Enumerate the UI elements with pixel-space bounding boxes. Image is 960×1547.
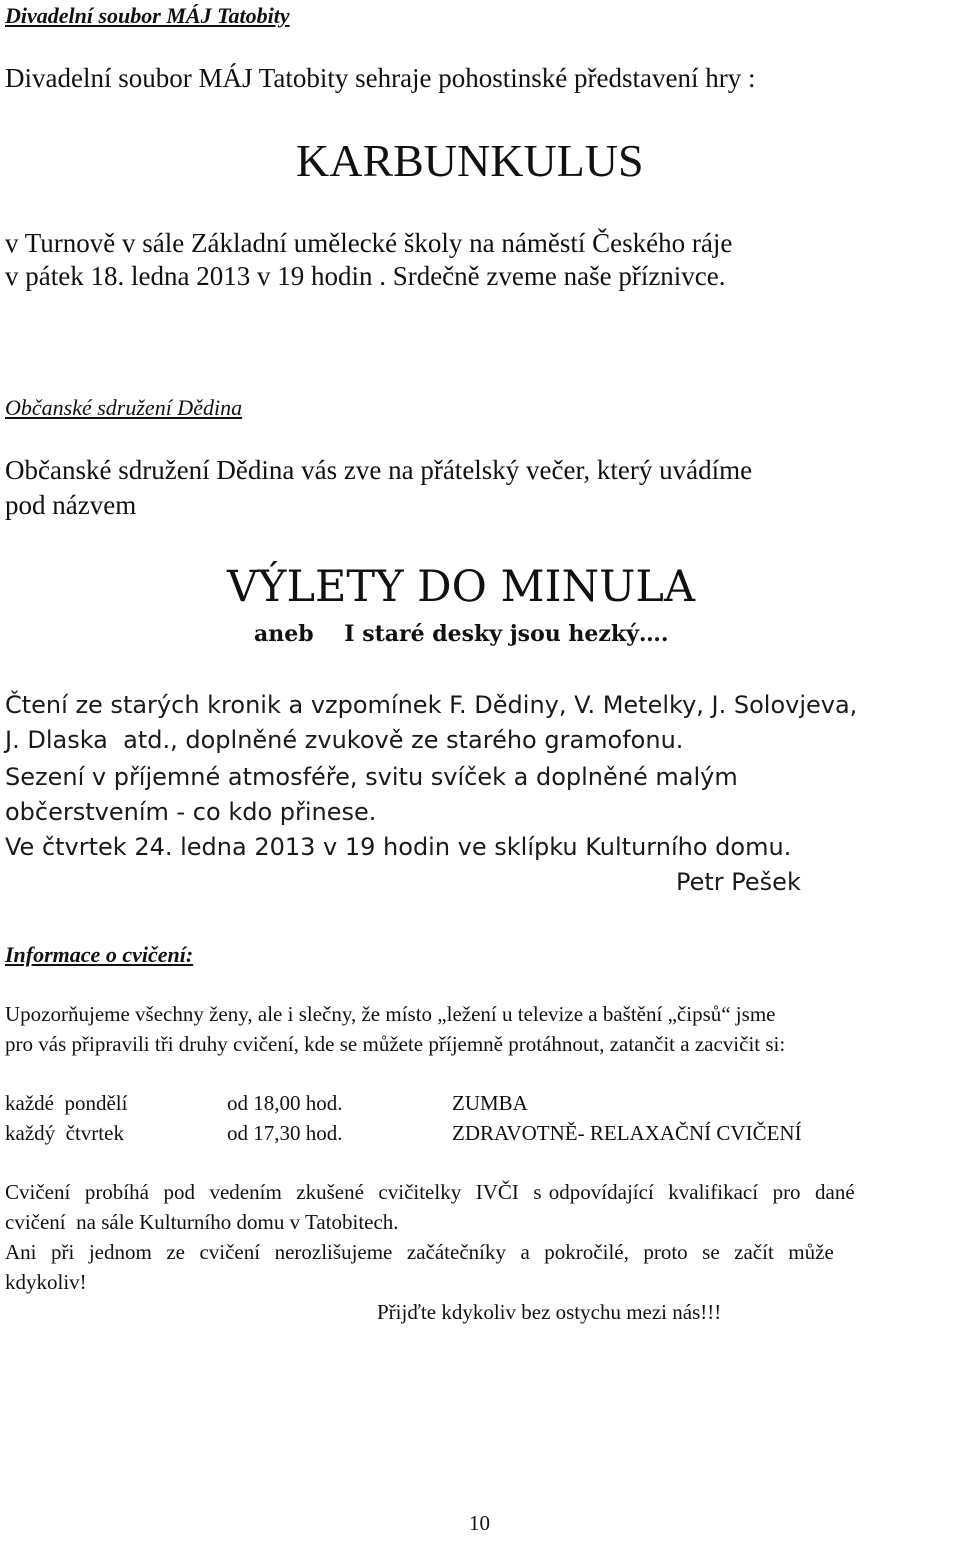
association-intro-line2: pod názvem — [5, 490, 137, 520]
exercise-para3-line2: kdykoliv! — [5, 1270, 87, 1294]
event-line: Čtení ze starých kronik a vzpomínek F. Dědiny, V. Metelky, J. Solovjeva, — [5, 691, 858, 719]
schedule-day: každé pondělí — [5, 1091, 128, 1115]
schedule-time: od 17,30 hod. — [227, 1121, 343, 1145]
section-heading-theatre: Divadelní soubor MÁJ Tatobity — [5, 3, 290, 28]
page-number: 10 — [469, 1511, 490, 1535]
play-title: KARBUNKULUS — [296, 135, 644, 186]
exercise-closing: Přijďte kdykoliv bez ostychu mezi nás!!! — [377, 1300, 722, 1324]
schedule-time: od 18,00 hod. — [227, 1091, 343, 1115]
event-line: občerstvením - co kdo přinese. — [5, 798, 377, 826]
exercise-para2-line1: Cvičení probíhá pod vedením zkušené cvičitelky IVČI s odpovídající kvalifikací pro dané — [5, 1180, 855, 1204]
theatre-venue-line: v Turnově v sále Základní umělecké školy na náměstí Českého ráje — [5, 228, 733, 258]
association-intro-line1: Občanské sdružení Dědina vás zve na přátelský večer, který uvádíme — [5, 455, 753, 485]
section-heading-association: Občanské sdružení Dědina — [5, 395, 243, 420]
exercise-para2-line2: cvičení na sále Kulturního domu v Tatobitech. — [5, 1210, 399, 1234]
event-line: J. Dlaska atd., doplněné zvukově ze starého gramofonu. — [5, 726, 684, 754]
signature: Petr Pešek — [676, 868, 801, 896]
event-subtitle: aneb I staré desky jsou hezký…. — [254, 621, 669, 647]
schedule-activity: ZUMBA — [452, 1091, 528, 1115]
event-line: Ve čtvrtek 24. ledna 2013 v 19 hodin ve sklípku Kulturního domu. — [5, 833, 792, 861]
schedule-activity: ZDRAVOTNĚ- RELAXAČNÍ CVIČENÍ — [452, 1121, 802, 1145]
exercise-para3-line1: Ani při jednom ze cvičení nerozlišujeme začátečníky a pokročilé, proto se začít může — [5, 1240, 834, 1264]
theatre-intro: Divadelní soubor MÁJ Tatobity sehraje pohostinské představení hry : — [5, 63, 756, 93]
exercise-para1-line2: pro vás připravili tři druhy cvičení, kde se můžete příjemně protáhnout, zatančit a zacvičit si: — [5, 1032, 786, 1056]
exercise-para1-line1: Upozorňujeme všechny ženy, ale i slečny, že místo „ležení u televize a baštění „čipsů“ jsme — [5, 1002, 776, 1026]
schedule-day: každý čtvrtek — [5, 1121, 124, 1145]
event-line: Sezení v příjemné atmosféře, svitu svíček a doplněné malým — [5, 763, 738, 791]
section-heading-exercise: Informace o cvičení: — [5, 942, 194, 967]
event-title: VÝLETY DO MINULA — [227, 562, 696, 612]
theatre-date-line: v pátek 18. ledna 2013 v 19 hodin . Srdečně zveme naše příznivce. — [5, 261, 726, 291]
